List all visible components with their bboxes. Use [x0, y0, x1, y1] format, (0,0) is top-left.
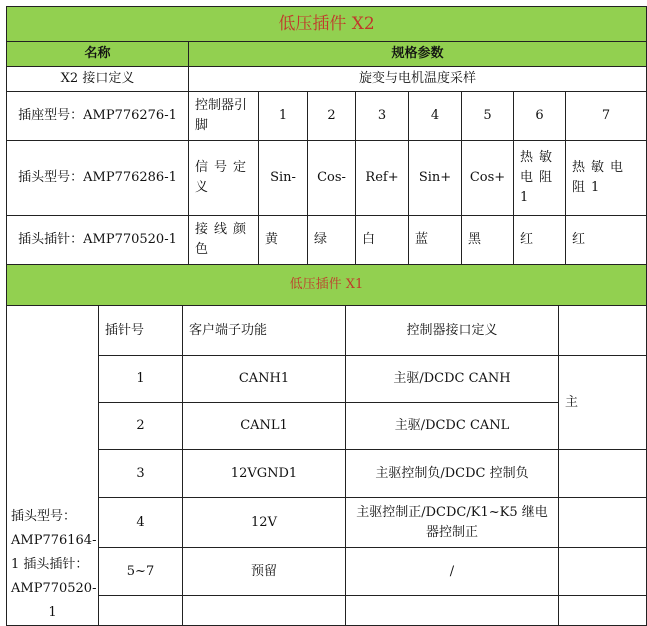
color-cell: 绿	[308, 216, 356, 265]
extra-merged-cell: 主	[559, 356, 647, 450]
signal-cell: Cos-	[308, 141, 356, 216]
name-header: 名称	[7, 42, 189, 67]
row-kind: 信号定义	[189, 141, 259, 216]
x2-def-value: 旋变与电机温度采样	[189, 67, 647, 92]
pin-def	[346, 596, 559, 626]
x1-side-label: 插头型号： AMP776164- 1 插头插针： AMP770520- 1	[7, 306, 99, 626]
pin-def: 主驱/DCDC CANH	[346, 356, 559, 403]
pin-func	[183, 596, 346, 626]
pin-def: 主驱/DCDC CANL	[346, 403, 559, 450]
extra-cell	[559, 498, 647, 548]
row-kind: 控制器引脚	[189, 92, 259, 141]
x1-title: 低压插件 X1	[7, 265, 647, 306]
extra-header	[559, 306, 647, 356]
x2-def-label: X2 接口定义	[7, 67, 189, 92]
spec-header: 规格参数	[189, 42, 647, 67]
pin-cell: 7	[566, 92, 647, 141]
pin-cell: 1	[259, 92, 308, 141]
def-header: 控制器接口定义	[346, 306, 559, 356]
pin-number: 2	[99, 403, 183, 450]
extra-cell	[559, 596, 647, 626]
row-label: 插座型号：AMP776276-1	[7, 92, 189, 141]
pin-def: /	[346, 548, 559, 596]
row-label: 插头型号：AMP776286-1	[7, 141, 189, 216]
pin-func: 12VGND1	[183, 450, 346, 498]
pin-number: 3	[99, 450, 183, 498]
pin-number: 4	[99, 498, 183, 548]
extra-cell	[559, 450, 647, 498]
pin-func: 预留	[183, 548, 346, 596]
x2-table	[6, 6, 647, 265]
pin-cell: 4	[409, 92, 462, 141]
color-cell: 黄	[259, 216, 308, 265]
signal-cell: 热敏电阻1	[514, 141, 566, 216]
x1-table	[6, 264, 647, 626]
pin-func: 12V	[183, 498, 346, 548]
x2-title: 低压插件 X2	[7, 7, 647, 42]
func-header: 客户端子功能	[183, 306, 346, 356]
row-label: 插头插针：AMP770520-1	[7, 216, 189, 265]
signal-cell: Ref+	[356, 141, 409, 216]
pin-cell: 5	[462, 92, 514, 141]
pin-def: 主驱控制正/DCDC/K1~K5 继电器控制正	[346, 498, 559, 548]
color-cell: 黑	[462, 216, 514, 265]
signal-cell: Sin+	[409, 141, 462, 216]
row-kind: 接线颜色	[189, 216, 259, 265]
color-cell: 红	[514, 216, 566, 265]
pin-number: 5~7	[99, 548, 183, 596]
color-cell: 红	[566, 216, 647, 265]
pin-func: CANL1	[183, 403, 346, 450]
pin-cell: 6	[514, 92, 566, 141]
pin-func: CANH1	[183, 356, 346, 403]
color-cell: 白	[356, 216, 409, 265]
signal-cell: Cos+	[462, 141, 514, 216]
pin-number	[99, 596, 183, 626]
extra-cell	[559, 548, 647, 596]
pin-cell: 3	[356, 92, 409, 141]
color-cell: 蓝	[409, 216, 462, 265]
pin-header: 插针号	[99, 306, 183, 356]
pin-number: 1	[99, 356, 183, 403]
pin-cell: 2	[308, 92, 356, 141]
signal-cell: 热敏电阻1	[566, 141, 647, 216]
signal-cell: Sin-	[259, 141, 308, 216]
pin-def: 主驱控制负/DCDC 控制负	[346, 450, 559, 498]
